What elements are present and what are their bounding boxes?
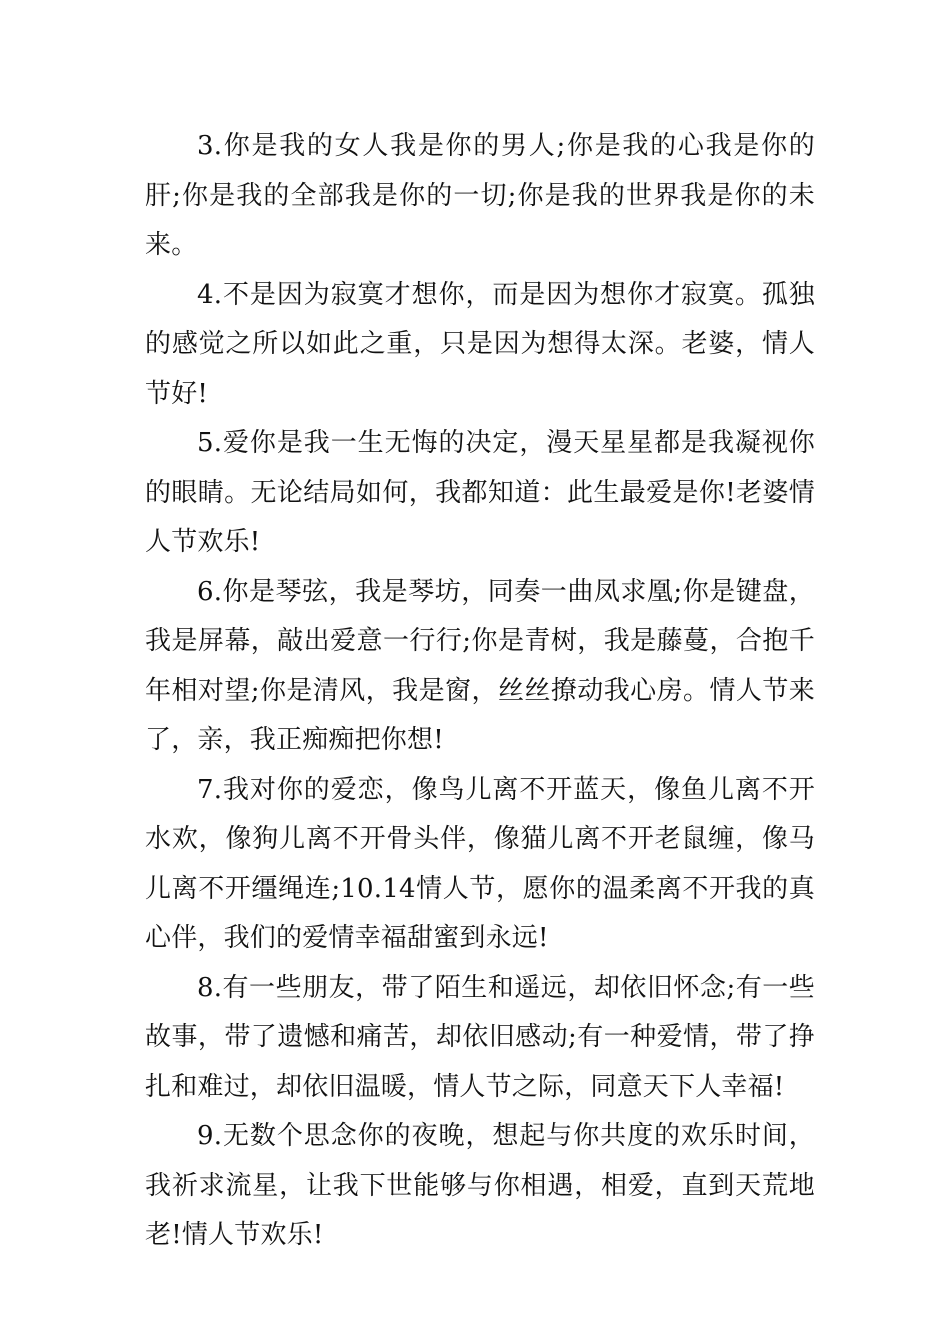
paragraph-6: 6.你是琴弦，我是琴坊，同奏一曲凤求凰;你是键盘，我是屏幕，敲出爱意一行行;你是青树，我是藤蔓，合抱千年相对望;你是清风，我是窗，丝丝撩动我心房。情人节来了，亲，我正痴痴把你想!	[145, 576, 815, 755]
document-body	[145, 122, 815, 1261]
paragraph-8: 8.有一些朋友，带了陌生和遥远，却依旧怀念;有一些故事，带了遗憾和痛苦，却依旧感动;有一种爱情，带了挣扎和难过，却依旧温暖，情人节之际，同意天下人幸福!	[145, 972, 815, 1102]
paragraph-4: 4.不是因为寂寞才想你，而是因为想你才寂寞。孤独的感觉之所以如此之重，只是因为想得太深。老婆，情人节好!	[145, 279, 815, 409]
paragraph-3: 3.你是我的女人我是你的男人;你是我的心我是你的肝;你是我的全部我是你的一切;你是我的世界我是你的未来。	[145, 131, 815, 260]
paragraph-9: 9.无数个思念你的夜晚，想起与你共度的欢乐时间，我祈求流星，让我下世能够与你相遇，相爱，直到天荒地老!情人节欢乐!	[145, 1121, 815, 1250]
paragraph-7: 7.我对你的爱恋，像鸟儿离不开蓝天，像鱼儿离不开水欢，像狗儿离不开骨头伴，像猫儿离不开老鼠缠，像马儿离不开缰绳连;10.14情人节，愿你的温柔离不开我的真心伴，我们的爱情幸福甜蜜到永远!	[145, 774, 815, 953]
paragraph-5: 5.爱你是我一生无悔的决定，漫天星星都是我凝视你的眼睛。无论结局如何，我都知道：此生最爱是你!老婆情人节欢乐!	[145, 428, 815, 557]
